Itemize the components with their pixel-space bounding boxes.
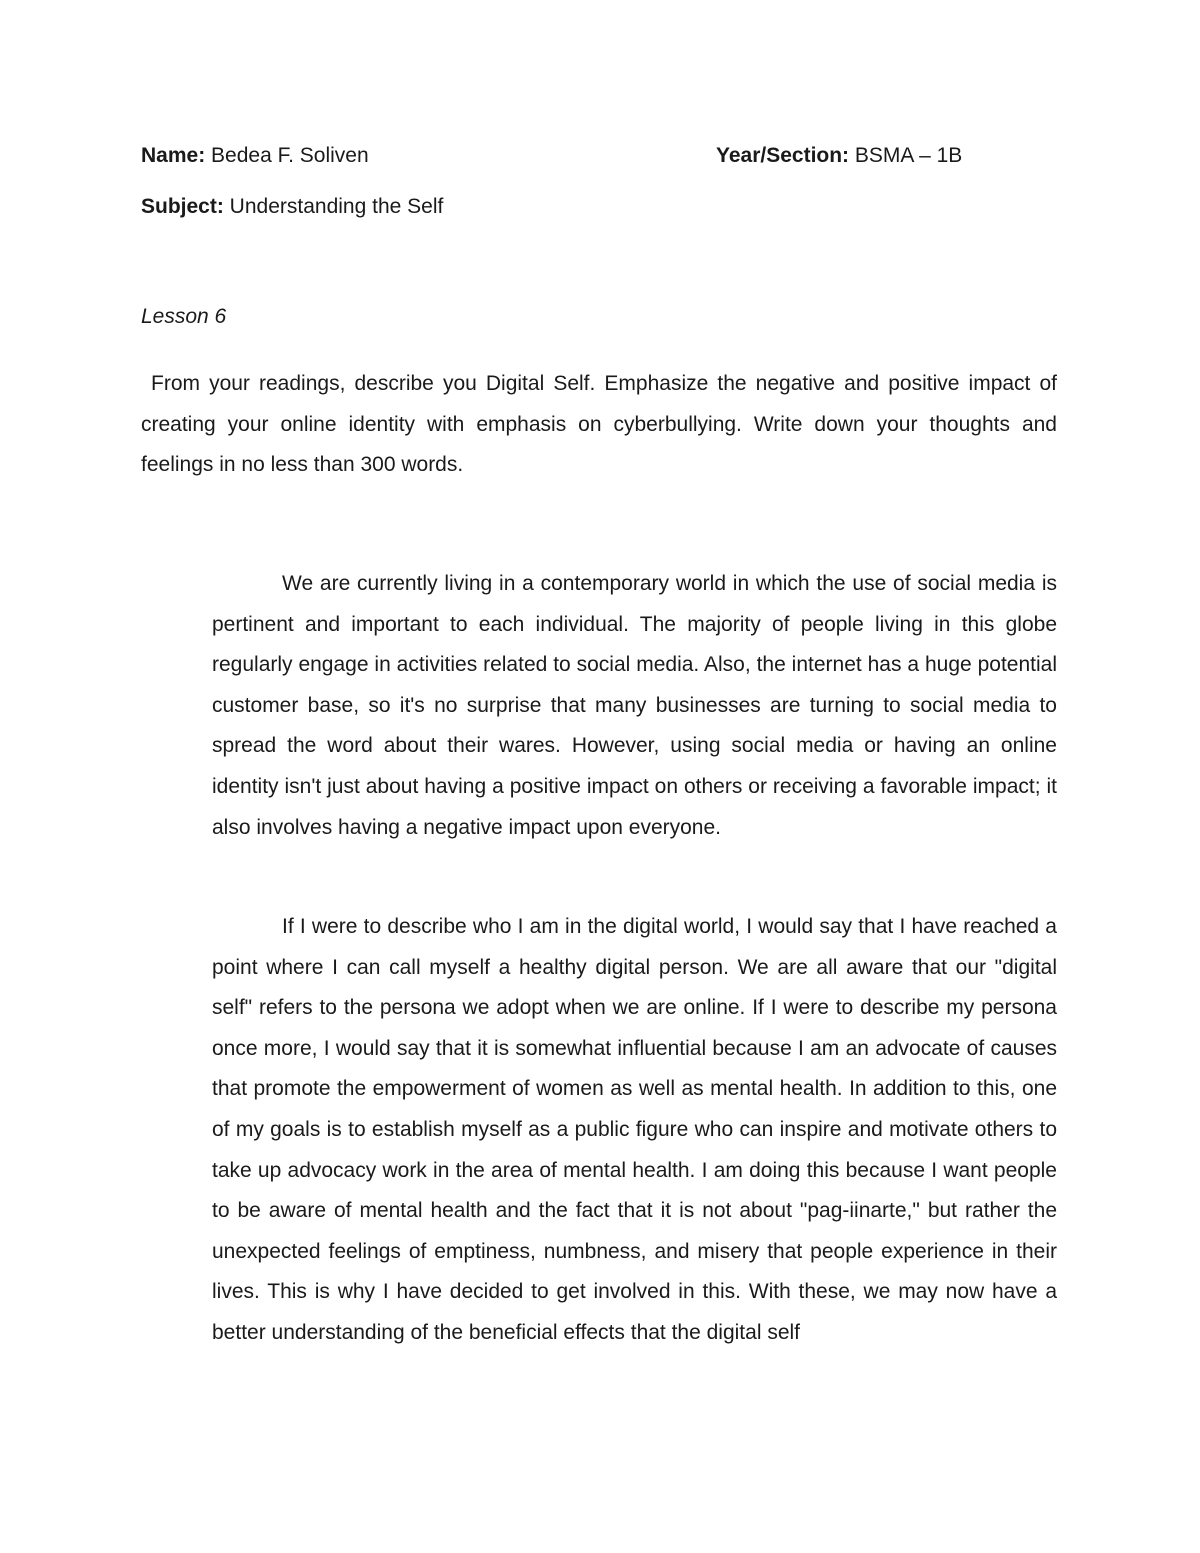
lesson-title: Lesson 6 (141, 305, 227, 328)
subject-line (141, 194, 443, 220)
name-label: Name: (141, 144, 206, 167)
subject-value: Understanding the Self (223, 195, 444, 218)
essay-paragraph: We are currently living in a contemporary world in which the use of social media is pertinent and important to each individual. The majority of people living in this globe regularly engage in activities related to social media. Also, the internet has a huge potential customer base, so it's no surprise that many businesses are turning to social media to spread the word about their wares. However, using social media or having an online identity isn't just about having a positive impact on others or receiving a favorable impact; it also involves having a negative impact upon everyone. (212, 572, 1057, 839)
year-section-label: Year/Section: (716, 144, 850, 167)
subject-label: Subject: (141, 195, 224, 218)
lesson-prompt: From your readings, describe you Digital Self. Emphasize the negative and positive impact of creating your online identity with emphasis on cyberbullying. Write down your thoughts and feelings in no less than 300 words. (141, 372, 1057, 476)
year-section-value: BSMA – 1B (849, 144, 963, 167)
essay-paragraph: If I were to describe who I am in the digital world, I would say that I have reached a point where I can call myself a healthy digital person. We are all aware that our "digital self" refers to the persona we adopt when we are online. If I were to describe my persona once more, I would say that it is somewhat influential because I am an advocate of causes that promote the empowerment of women as well as mental health. In addition to this, one of my goals is to establish myself as a public figure who can inspire and motivate others to take up advocacy work in the area of mental health. I am doing this because I want people to be aware of mental health and the fact that it is not about "pag-iinarte," but rather the unexpected feelings of emptiness, numbness, and misery that people experience in their lives. This is why I have decided to get involved in this. With these, we may now have a better understanding of the beneficial effects that the digital self (212, 915, 1057, 1344)
year-section-line (716, 143, 962, 169)
name-value: Bedea F. Soliven (205, 144, 369, 167)
student-name-line (141, 143, 369, 169)
